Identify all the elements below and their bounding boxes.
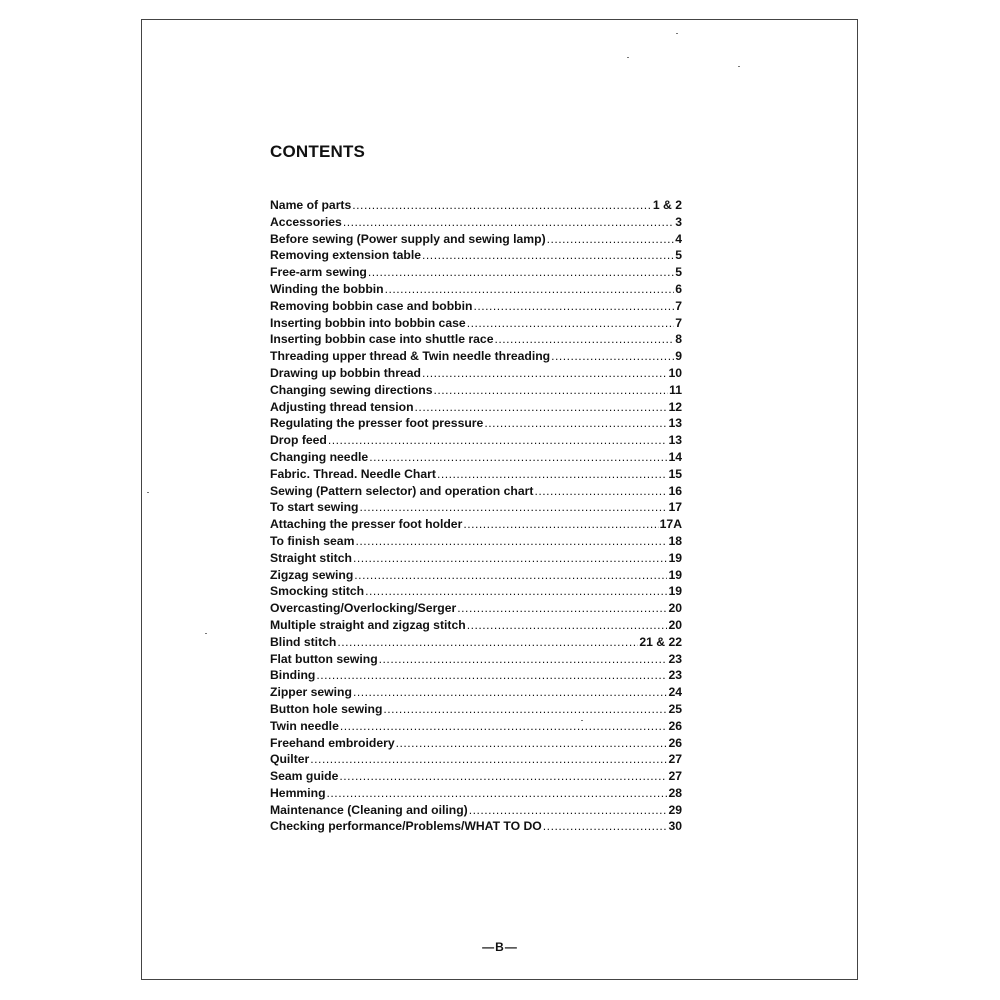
toc-entry-title: Changing sewing directions [270,382,433,397]
toc-dot-leader [457,601,667,615]
toc-entry [270,769,682,786]
toc-entry-page: 27 [668,752,682,767]
toc-entry [270,467,682,484]
toc-entry [270,736,682,753]
toc-entry [270,484,682,501]
toc-dot-leader [422,366,667,380]
toc-entry-title: Sewing (Pattern selector) and operation chart [270,483,534,498]
toc-entry-page: 28 [668,785,682,800]
toc-dot-leader [327,786,668,800]
contents-heading: CONTENTS [270,142,366,161]
toc-entry [270,366,682,383]
toc-dot-leader [551,349,674,363]
toc-entry-page: 7 [675,298,682,313]
table-of-contents [270,198,682,836]
toc-entry-title: Attaching the presser foot holder [270,517,463,532]
toc-entry [270,215,682,232]
toc-entry-page: 13 [668,433,682,448]
toc-entry-title: Fabric. Thread. Needle Chart [270,466,436,481]
toc-entry [270,500,682,517]
toc-dot-leader [463,517,658,531]
toc-entry-page: 14 [668,449,682,464]
toc-entry [270,248,682,265]
toc-entry [270,819,682,836]
toc-entry [270,400,682,417]
toc-entry-page: 26 [668,718,682,733]
toc-dot-leader [383,702,667,716]
toc-entry-title: Winding the bobbin [270,281,384,296]
toc-entry-title: Drop feed [270,433,327,448]
toc-dot-leader [467,618,668,632]
toc-entry-title: Binding [270,668,316,683]
toc-entry-page: 29 [668,802,682,817]
toc-entry-page: 1 & 2 [652,198,682,212]
toc-dot-leader [422,248,674,262]
toc-entry-page: 3 [675,214,682,229]
toc-dot-leader [473,299,674,313]
toc-entry-page: 8 [675,332,682,347]
scan-speck [205,633,207,634]
toc-entry-page: 20 [668,601,682,616]
toc-dot-leader [494,332,674,346]
toc-entry-page: 13 [668,416,682,431]
toc-entry-title: Adjusting thread tension [270,399,414,414]
toc-entry [270,299,682,316]
toc-entry-title: Hemming [270,785,326,800]
toc-entry-title: Threading upper thread & Twin needle threading [270,349,551,364]
toc-dot-leader [354,568,667,582]
toc-entry-title: Straight stitch [270,550,352,565]
toc-entry-page: 12 [668,399,682,414]
toc-entry-page: 25 [668,701,682,716]
scan-speck [676,33,678,34]
toc-entry-title: Quilter [270,752,310,767]
toc-entry-title: To finish seam [270,533,355,548]
toc-entry-page: 19 [668,584,682,599]
toc-entry [270,517,682,534]
toc-entry-page: 10 [668,365,682,380]
toc-entry-title: Overcasting/Overlocking/Serger [270,601,457,616]
toc-entry-title: Freehand embroidery [270,735,395,750]
toc-entry-page: 26 [668,735,682,750]
toc-entry [270,652,682,669]
toc-entry-page: 18 [668,533,682,548]
toc-entry-title: Flat button sewing [270,651,378,666]
toc-dot-leader [328,433,668,447]
toc-entry [270,534,682,551]
toc-dot-leader [359,500,667,514]
toc-entry-title: Accessories [270,214,342,229]
toc-entry-page: 23 [668,651,682,666]
toc-entry-title: Changing needle [270,449,369,464]
toc-entry-title: Zigzag sewing [270,567,354,582]
toc-dot-leader [368,265,674,279]
toc-entry-page: 21 & 22 [639,634,682,649]
toc-entry [270,198,682,215]
toc-entry-page: 19 [668,567,682,582]
toc-dot-leader [396,736,668,750]
toc-dot-leader [316,668,667,682]
toc-entry [270,786,682,803]
toc-dot-leader [437,467,668,481]
toc-entry-title: Zipper sewing [270,685,352,700]
toc-entry-title: Inserting bobbin case into shuttle race [270,332,494,347]
toc-dot-leader [385,282,675,296]
toc-dot-leader [343,215,674,229]
toc-entry-title: Removing bobbin case and bobbin [270,298,473,313]
toc-entry [270,433,682,450]
toc-dot-leader [484,416,667,430]
toc-dot-leader [469,803,668,817]
toc-entry [270,568,682,585]
toc-dot-leader [353,551,668,565]
toc-entry-title: To start sewing [270,500,359,515]
toc-entry-page: 23 [668,668,682,683]
toc-entry-title: Checking performance/Problems/WHAT TO DO [270,819,542,834]
toc-entry-page: 11 [669,382,682,397]
toc-entry-title: Before sewing (Power supply and sewing lamp) [270,231,546,246]
toc-dot-leader [543,819,668,833]
toc-entry-title: Blind stitch [270,634,337,649]
toc-entry-title: Removing extension table [270,248,422,263]
toc-entry [270,618,682,635]
toc-dot-leader [379,652,668,666]
toc-dot-leader [415,400,668,414]
toc-entry [270,685,682,702]
toc-entry [270,719,682,736]
toc-entry-title: Multiple straight and zigzag stitch [270,617,466,632]
toc-entry [270,635,682,652]
toc-entry-title: Maintenance (Cleaning and oiling) [270,802,468,817]
toc-dot-leader [534,484,667,498]
toc-entry [270,282,682,299]
toc-entry-page: 5 [675,248,682,263]
toc-entry-page: 24 [668,685,682,700]
toc-dot-leader [353,685,667,699]
page-number: —B— [482,940,518,954]
toc-entry-title: Free-arm sewing [270,265,367,280]
toc-entry-title: Seam guide [270,769,339,784]
toc-entry [270,316,682,333]
toc-entry-page: 6 [675,281,682,296]
toc-entry [270,416,682,433]
toc-entry [270,551,682,568]
toc-entry-page: 19 [668,550,682,565]
scan-speck [147,492,149,493]
toc-entry-title: Smocking stitch [270,584,365,599]
toc-entry [270,584,682,601]
toc-dot-leader [337,635,638,649]
toc-dot-leader [547,232,675,246]
toc-entry-page: 4 [675,231,682,246]
toc-entry-page: 7 [675,315,682,330]
toc-entry-title: Regulating the presser foot pressure [270,416,484,431]
scan-speck [627,57,629,58]
toc-entry [270,332,682,349]
toc-entry-page: 20 [668,617,682,632]
toc-entry-title: Drawing up bobbin thread [270,365,421,380]
toc-entry-page: 15 [668,466,682,481]
toc-entry [270,265,682,282]
toc-dot-leader [352,198,652,212]
toc-entry-page: 30 [668,819,682,834]
toc-entry [270,450,682,467]
toc-entry [270,349,682,366]
toc-entry-title: Inserting bobbin into bobbin case [270,315,466,330]
toc-entry-title: Button hole sewing [270,701,383,716]
toc-entry-page: 9 [675,349,682,364]
toc-dot-leader [434,383,669,397]
scan-speck [738,66,740,67]
toc-entry-page: 27 [668,769,682,784]
toc-entry [270,383,682,400]
toc-entry-page: 16 [668,483,682,498]
toc-entry-page: 17A [659,517,682,532]
toc-dot-leader [365,584,667,598]
toc-dot-leader [467,316,675,330]
toc-entry-title: Name of parts [270,198,352,212]
toc-dot-leader [339,769,667,783]
toc-entry-title: Twin needle [270,718,339,733]
toc-entry-page: 5 [675,265,682,280]
toc-entry [270,232,682,249]
toc-entry [270,803,682,820]
toc-entry [270,702,682,719]
toc-dot-leader [310,752,667,766]
toc-entry [270,668,682,685]
toc-entry [270,752,682,769]
toc-dot-leader [369,450,667,464]
toc-entry-page: 17 [668,500,682,515]
toc-dot-leader [355,534,667,548]
toc-dot-leader [340,719,668,733]
toc-entry [270,601,682,618]
